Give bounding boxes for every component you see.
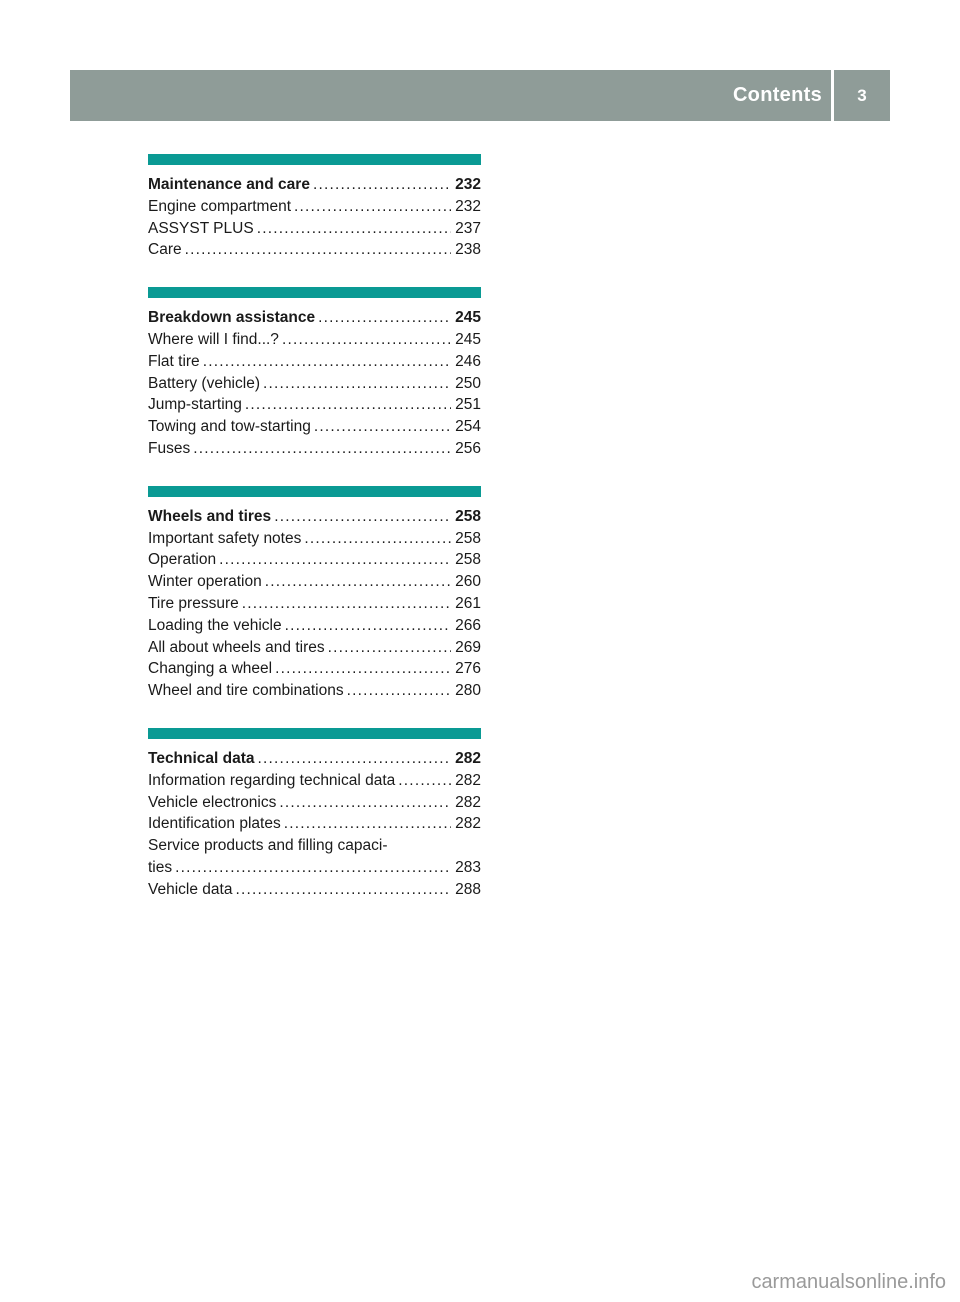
toc-entry[interactable] <box>148 835 481 857</box>
section-divider-bar <box>148 728 481 739</box>
section-divider-bar <box>148 287 481 298</box>
toc-entry[interactable] <box>148 637 481 659</box>
toc-entry-label: Service products and filling capaci- <box>148 837 388 855</box>
toc-entry-label: Changing a wheel <box>148 660 273 678</box>
toc-leader-dots <box>285 615 452 637</box>
toc-entry-label: ties <box>148 858 173 876</box>
toc-entry-label: Vehicle electronics <box>148 793 277 811</box>
toc-entry-label: ASSYST PLUS <box>148 219 254 237</box>
toc-entry[interactable] <box>148 813 481 835</box>
toc-leader-dots <box>258 748 452 770</box>
toc-entry-page: 238 <box>455 241 481 259</box>
toc-entry-label: Information regarding technical data <box>148 771 396 789</box>
toc-entry[interactable] <box>148 571 481 593</box>
toc-entry-label: Fuses <box>148 439 191 457</box>
section-divider-bar <box>148 154 481 165</box>
toc-heading-label: Wheels and tires <box>148 507 272 525</box>
toc-entry[interactable] <box>148 549 481 571</box>
toc-entry[interactable] <box>148 438 481 460</box>
toc-entry[interactable] <box>148 373 481 395</box>
toc-section-heading[interactable] <box>148 174 481 196</box>
toc-leader-dots <box>275 658 451 680</box>
toc-leader-dots <box>245 394 451 416</box>
toc-leader-dots <box>284 813 451 835</box>
toc-heading-page: 282 <box>455 749 481 767</box>
toc-section-heading[interactable] <box>148 307 481 329</box>
toc-heading-page: 258 <box>455 507 481 525</box>
page-header <box>70 70 890 121</box>
toc-entry[interactable] <box>148 792 481 814</box>
toc-entry-label: Where will I find...? <box>148 330 279 348</box>
toc-section-wheels <box>148 486 481 702</box>
toc-leader-dots <box>398 770 451 792</box>
toc-entry-label: Battery (vehicle) <box>148 374 260 392</box>
toc-entry-page: 258 <box>455 551 481 569</box>
toc-entry-label: Vehicle data <box>148 880 233 898</box>
watermark: carmanualsonline.info <box>751 1271 946 1293</box>
toc-entry[interactable] <box>148 593 481 615</box>
toc-entry-page: 245 <box>455 330 481 348</box>
toc-entry-label: Engine compartment <box>148 197 292 215</box>
toc-entry-page: 261 <box>455 594 481 612</box>
toc-entry-page: 246 <box>455 352 481 370</box>
toc-leader-dots <box>347 680 452 702</box>
toc-heading-page: 245 <box>455 309 481 327</box>
toc-entry[interactable] <box>148 218 481 240</box>
toc-entry[interactable] <box>148 394 481 416</box>
header-title: Contents <box>732 84 822 106</box>
toc-entry-page: 276 <box>455 660 481 678</box>
toc-entry-page: 251 <box>455 396 481 414</box>
toc-entry-page: 250 <box>455 374 481 392</box>
toc-entry[interactable] <box>148 196 481 218</box>
toc-leader-dots <box>263 373 451 395</box>
toc-section-heading[interactable] <box>148 506 481 528</box>
toc-entry-page: 232 <box>455 197 481 215</box>
toc-leader-dots <box>175 857 451 879</box>
toc-entry-page: 282 <box>455 815 481 833</box>
toc-entry[interactable] <box>148 239 481 261</box>
toc-entry-label: Identification plates <box>148 815 281 833</box>
toc-entry-label: Important safety notes <box>148 529 302 547</box>
section-divider-bar <box>148 486 481 497</box>
toc-entry-page: 266 <box>455 616 481 634</box>
toc-entry-page: 256 <box>455 439 481 457</box>
toc-section-technical <box>148 728 481 901</box>
toc-leader-dots <box>274 506 451 528</box>
toc-leader-dots <box>219 549 451 571</box>
toc-leader-dots <box>282 329 451 351</box>
toc-leader-dots <box>304 528 451 550</box>
toc-heading-label: Maintenance and care <box>148 176 310 193</box>
toc-entry[interactable] <box>148 351 481 373</box>
toc-entry-page: 237 <box>455 219 481 237</box>
toc-leader-dots <box>313 174 451 196</box>
toc-entry-page: 280 <box>455 682 481 700</box>
toc-entry-label: Care <box>148 241 182 259</box>
toc-leader-dots <box>328 637 451 659</box>
toc-section-maintenance <box>148 154 481 261</box>
toc-leader-dots <box>203 351 451 373</box>
toc-entry-page: 254 <box>455 418 481 436</box>
toc-entry-page: 258 <box>455 529 481 547</box>
toc-entry-label: Wheel and tire combinations <box>148 682 344 700</box>
header-page-number: 3 <box>857 86 867 105</box>
toc-entry[interactable] <box>148 528 481 550</box>
toc-leader-dots <box>257 218 451 240</box>
toc-entry-page: 283 <box>455 858 481 876</box>
toc-entry[interactable] <box>148 879 481 901</box>
toc-entry-label: Operation <box>148 551 217 569</box>
toc-leader-dots <box>318 307 451 329</box>
toc-entry-label: Loading the vehicle <box>148 616 282 634</box>
toc-entry[interactable] <box>148 416 481 438</box>
toc-leader-dots <box>185 239 452 261</box>
toc-leader-dots <box>235 879 451 901</box>
toc-leader-dots <box>193 438 451 460</box>
toc-entry[interactable] <box>148 615 481 637</box>
toc-heading-label: Technical data <box>148 749 255 767</box>
toc-entry-label: Towing and tow-starting <box>148 418 311 436</box>
toc-entry[interactable] <box>148 770 481 792</box>
toc-entry[interactable] <box>148 329 481 351</box>
toc-entry-label: Winter operation <box>148 573 262 591</box>
toc-section-heading[interactable] <box>148 748 481 770</box>
toc-leader-dots <box>294 196 451 218</box>
toc-heading-page: 232 <box>455 176 481 193</box>
toc-entry[interactable] <box>148 680 481 702</box>
toc-entry-page: 288 <box>455 880 481 898</box>
toc-entry[interactable] <box>148 658 481 680</box>
toc-entry-label: Tire pressure <box>148 594 239 612</box>
toc-section-breakdown <box>148 287 481 460</box>
toc-entry-label: Jump-starting <box>148 396 242 414</box>
toc-entry-page: 260 <box>455 573 481 591</box>
toc-leader-dots <box>242 593 451 615</box>
toc-entry-page: 282 <box>455 793 481 811</box>
toc-leader-dots <box>265 571 451 593</box>
table-of-contents <box>148 154 481 927</box>
toc-entry-continuation[interactable] <box>148 857 481 879</box>
toc-leader-dots <box>279 792 451 814</box>
toc-entry-label: Flat tire <box>148 352 200 370</box>
toc-entry-page: 269 <box>455 638 481 656</box>
toc-entry-page: 282 <box>455 771 481 789</box>
toc-heading-label: Breakdown assistance <box>148 309 316 327</box>
toc-entry-label: All about wheels and tires <box>148 638 325 656</box>
toc-leader-dots <box>314 416 451 438</box>
